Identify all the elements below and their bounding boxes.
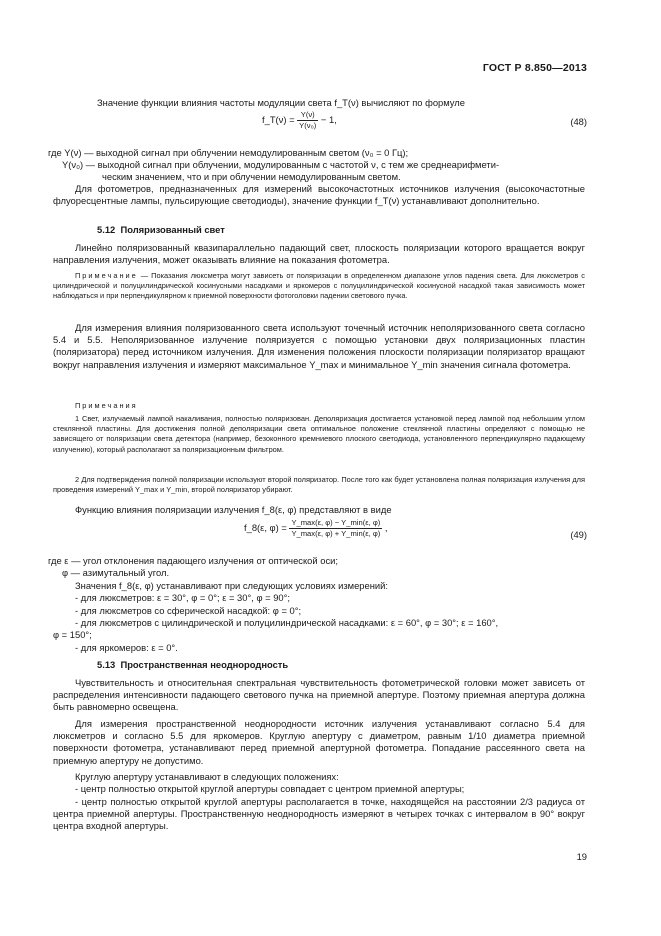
note-1-label: Примечание — [75, 271, 138, 280]
standard-header: ГОСТ Р 8.850—2013 — [482, 62, 587, 74]
where-49-line1: где ε — угол отклонения падающего излучения от оптической оси; — [48, 555, 338, 566]
equation-48-tail: − 1, — [320, 113, 337, 125]
section-5-13-heading — [75, 659, 585, 671]
where-48-line2: Y(ν₀) — выходной сигнал при облучении, модулированным с частотой ν, с тем же среднеарифмети- — [62, 159, 500, 170]
equation-49-numerator: Y_max(ε, φ) − Y_min(ε, φ) — [291, 518, 381, 527]
position-bullet-2: - центр полностью открытой круглой апертуры располагается в точке, находящейся на расстоянии 2/3 радиуса от центра приемной апертуры. Пространственную неоднородность измеряют в четырех точках с интервалом в 90° вокруг центра входной апертуры. — [53, 796, 585, 832]
section-5-12-heading — [75, 224, 585, 236]
equation-48 — [262, 110, 337, 131]
equation-49-fraction — [289, 518, 382, 539]
equation-49-number: (49) — [570, 529, 587, 540]
equation-49-lhs: f_8(ε, φ) = — [244, 521, 287, 533]
where-49-line7: φ = 150°; — [53, 629, 92, 640]
where-49-line4: - для люксметров: ε = 30°, φ = 0°; ε = 30°, φ = 90°; — [75, 592, 290, 603]
equation-48-number: (48) — [570, 116, 587, 127]
highfreq-paragraph: Для фотометров, предназначенных для измерений высокочастотных источников излучения (высокочастотные флуоресцентные лампы, пульсирующие светодиоды), значение функции f_T(ν) устанавливают дополнительно. — [53, 183, 585, 207]
where-48-line1: где Y(ν) — выходной сигнал при облучении немодулированным светом (ν₀ = 0 Гц); — [48, 147, 409, 158]
measure-paragraph: Для измерения влияния поляризованного света используют точечный источник неполяризованного света согласно 5.4 и 5.5. Неполяризованное излучение поляризуется с помощью установки двух поляризационных пластин (поляризатора) перед источником излучения. Для изменения положения плоскости поляризации поляризатор вращают вокруг направления излучения и измеряют максимальное Y_max и минимальное Y_min значения сигнала фотометра. — [53, 322, 585, 370]
page-number: 19 — [576, 851, 587, 862]
equation-48-fraction — [297, 110, 318, 131]
spatial-paragraph: Для измерения пространственной неоднородности источник излучения устанавливают согласно 5.4 для люксметров и согласно 5.5 для яркомеров. Круглую апертуру с диаметром, равным 1/10 диаметра приемной поверхности фотометра, устанавливают перед приемной апертурной фотометра. Попадание рассеянного света на приемную апертуру не допустимо. — [53, 718, 585, 766]
position-bullet-1: - центр полностью открытой круглой апертуры совпадает с центром приемной апертуры; — [75, 783, 465, 794]
section-5-12-title: Поляризованный свет — [120, 224, 225, 235]
note-2-item-1: 1 Свет, излучаемый лампой накаливания, полностью поляризован. Деполяризация достигается установкой перед лампой под небольшим углом стеклянной пластины. Для достижения полной деполяризации света оптимальное положение стеклянной пластины определяют с помощью не зависящего от поляризации света детектора (например, безоконного кремниевого плоского светодиода, установленного перпендикулярно падающему излучению), который располагают за поляризационным фильтром. — [53, 414, 585, 454]
note-2-item-2: 2 Для подтверждения полной поляризации используют второй поляризатор. После того как будет установлена полная поляризация излучения для проведения измерений Y_max и Y_min, второй поляризатор убирают. — [53, 475, 585, 495]
section-5-13-title: Пространственная неоднородность — [120, 659, 289, 670]
section-5-12-number: 5.12 — [97, 224, 116, 235]
round-aperture-paragraph: Круглую апертуру устанавливают в следующих положениях: — [75, 771, 339, 782]
where-48-line3: ческим значением, что и при облучении немодулированным светом. — [102, 171, 401, 182]
notes-2-label: Примечания — [75, 401, 138, 410]
equation-49 — [244, 518, 388, 539]
note-1-text: — Показания люксметра могут зависеть от поляризации в определенном диапазоне углов падения света. Для люксметров с цилиндрической и полуцилиндрической косинусными насадками и яркомеров с полуцилиндрической косинусной насадкой такая зависимость может наблюдаться и при перпендикулярном к приемной поверхности фотоголовки падении светового пучка. — [53, 271, 585, 301]
equation-48-denominator: Y(ν₀) — [299, 121, 317, 130]
equation-49-tail: , — [384, 521, 388, 533]
sensitivity-paragraph: Чувствительность и относительная спектральная чувствительность фотометрической головки может зависеть от распределения интенсивности падающего светового пучка на приемной апертуре. Поэтому приемная апертура должна быть равномерно освещена. — [53, 677, 585, 713]
where-49-line5: - для люксметров со сферической насадкой: φ = 0°; — [75, 605, 302, 616]
where-49-line3: Значения f_8(ε, φ) устанавливают при следующих условиях измерений: — [75, 580, 388, 591]
equation-48-numerator: Y(ν) — [297, 110, 318, 121]
equation-48-lhs: f_T(ν) = — [262, 113, 295, 125]
linear-polarization-paragraph: Линейно поляризованный квазипараллельно падающий свет, плоскость поляризации которого вращается вокруг направления излучения, может оказывать влияние на показания фотометра. — [53, 242, 585, 266]
function-paragraph: Функцию влияния поляризации излучения f_8(ε, φ) представляют в виде — [75, 504, 392, 515]
where-49-line8: - для яркомеров: ε = 0°. — [75, 642, 178, 653]
note-1 — [53, 271, 585, 302]
equation-49-denominator: Y_max(ε, φ) + Y_min(ε, φ) — [291, 529, 381, 538]
section-5-13-number: 5.13 — [97, 659, 116, 670]
where-49-line6: - для люксметров с цилиндрической и полуцилиндрической насадками: ε = 60°, φ = 30°; ε = 160°, — [75, 617, 499, 628]
where-49-line2: φ — азимутальный угол. — [62, 567, 170, 578]
intro-paragraph: Значение функции влияния частоты модуляции света f_T(ν) вычисляют по формуле — [97, 97, 465, 108]
